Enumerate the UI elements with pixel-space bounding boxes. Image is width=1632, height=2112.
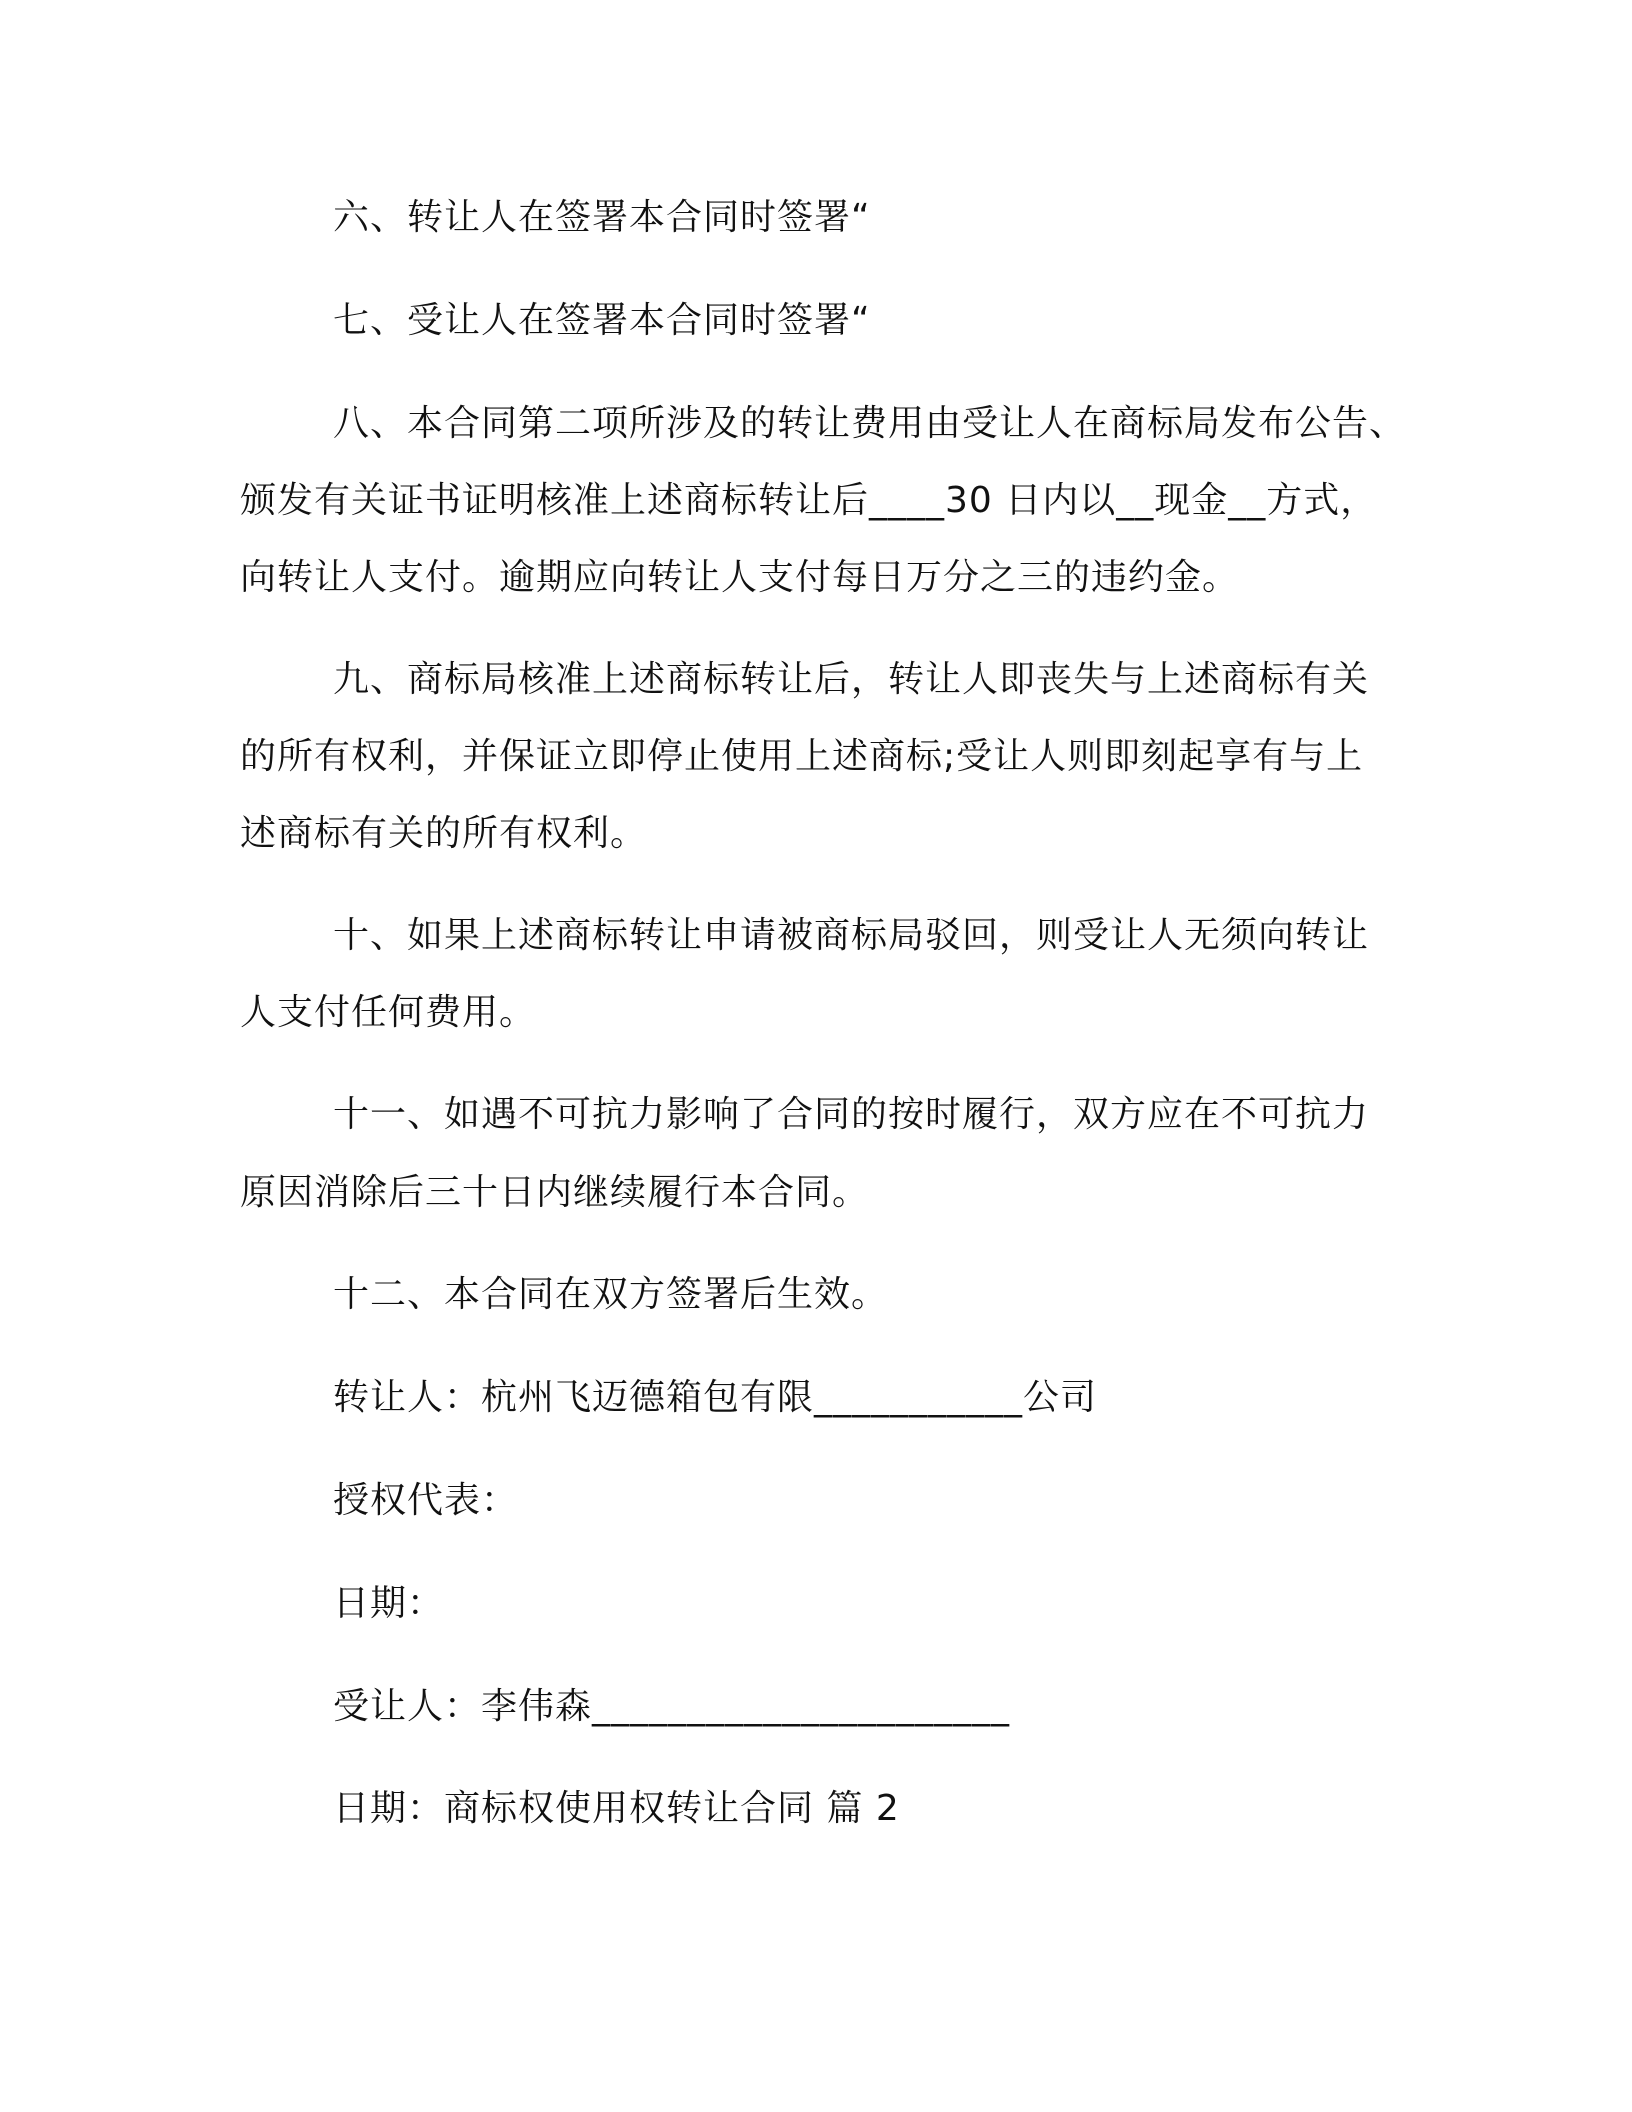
clause-6: 六、转让人在签署本合同时签署“ [333,197,871,238]
clause-9-line-3: 述商标有关的所有权利。 [240,813,648,854]
clause-10-line-2: 人支付任何费用。 [240,992,537,1033]
transferor-line: 转让人：杭州飞迈德箱包有限___________公司 [333,1377,1098,1418]
clause-11-line-2: 原因消除后三十日内继续履行本合同。 [240,1172,870,1213]
clause-9-line-2: 的所有权利，并保证立即停止使用上述商标;受让人则即刻起享有与上 [240,736,1364,777]
clause-9-line-1: 九、商标局核准上述商标转让后，转让人即丧失与上述商标有关 [333,659,1370,700]
date-line-2: 日期：商标权使用权转让合同 篇 2 [333,1788,900,1829]
clause-7: 七、受让人在签署本合同时签署“ [333,300,871,341]
representative-line: 授权代表： [333,1480,519,1521]
clause-8-line-2: 颁发有关证书证明核准上述商标转让后____30 日内以__现金__方式， [240,480,1378,521]
clause-8-line-1: 八、本合同第二项所涉及的转让费用由受让人在商标局发布公告、 [333,403,1407,444]
clause-12: 十二、本合同在双方签署后生效。 [333,1274,889,1315]
transferee-line: 受让人：李伟森______________________ [333,1686,1011,1727]
clause-11-line-1: 十一、如遇不可抗力影响了合同的按时履行，双方应在不可抗力 [333,1094,1370,1135]
clause-8-line-3: 向转让人支付。逾期应向转让人支付每日万分之三的违约金。 [240,557,1240,598]
clause-10-line-1: 十、如果上述商标转让申请被商标局驳回，则受让人无须向转让 [333,915,1370,956]
date-line-1: 日期： [333,1583,445,1624]
